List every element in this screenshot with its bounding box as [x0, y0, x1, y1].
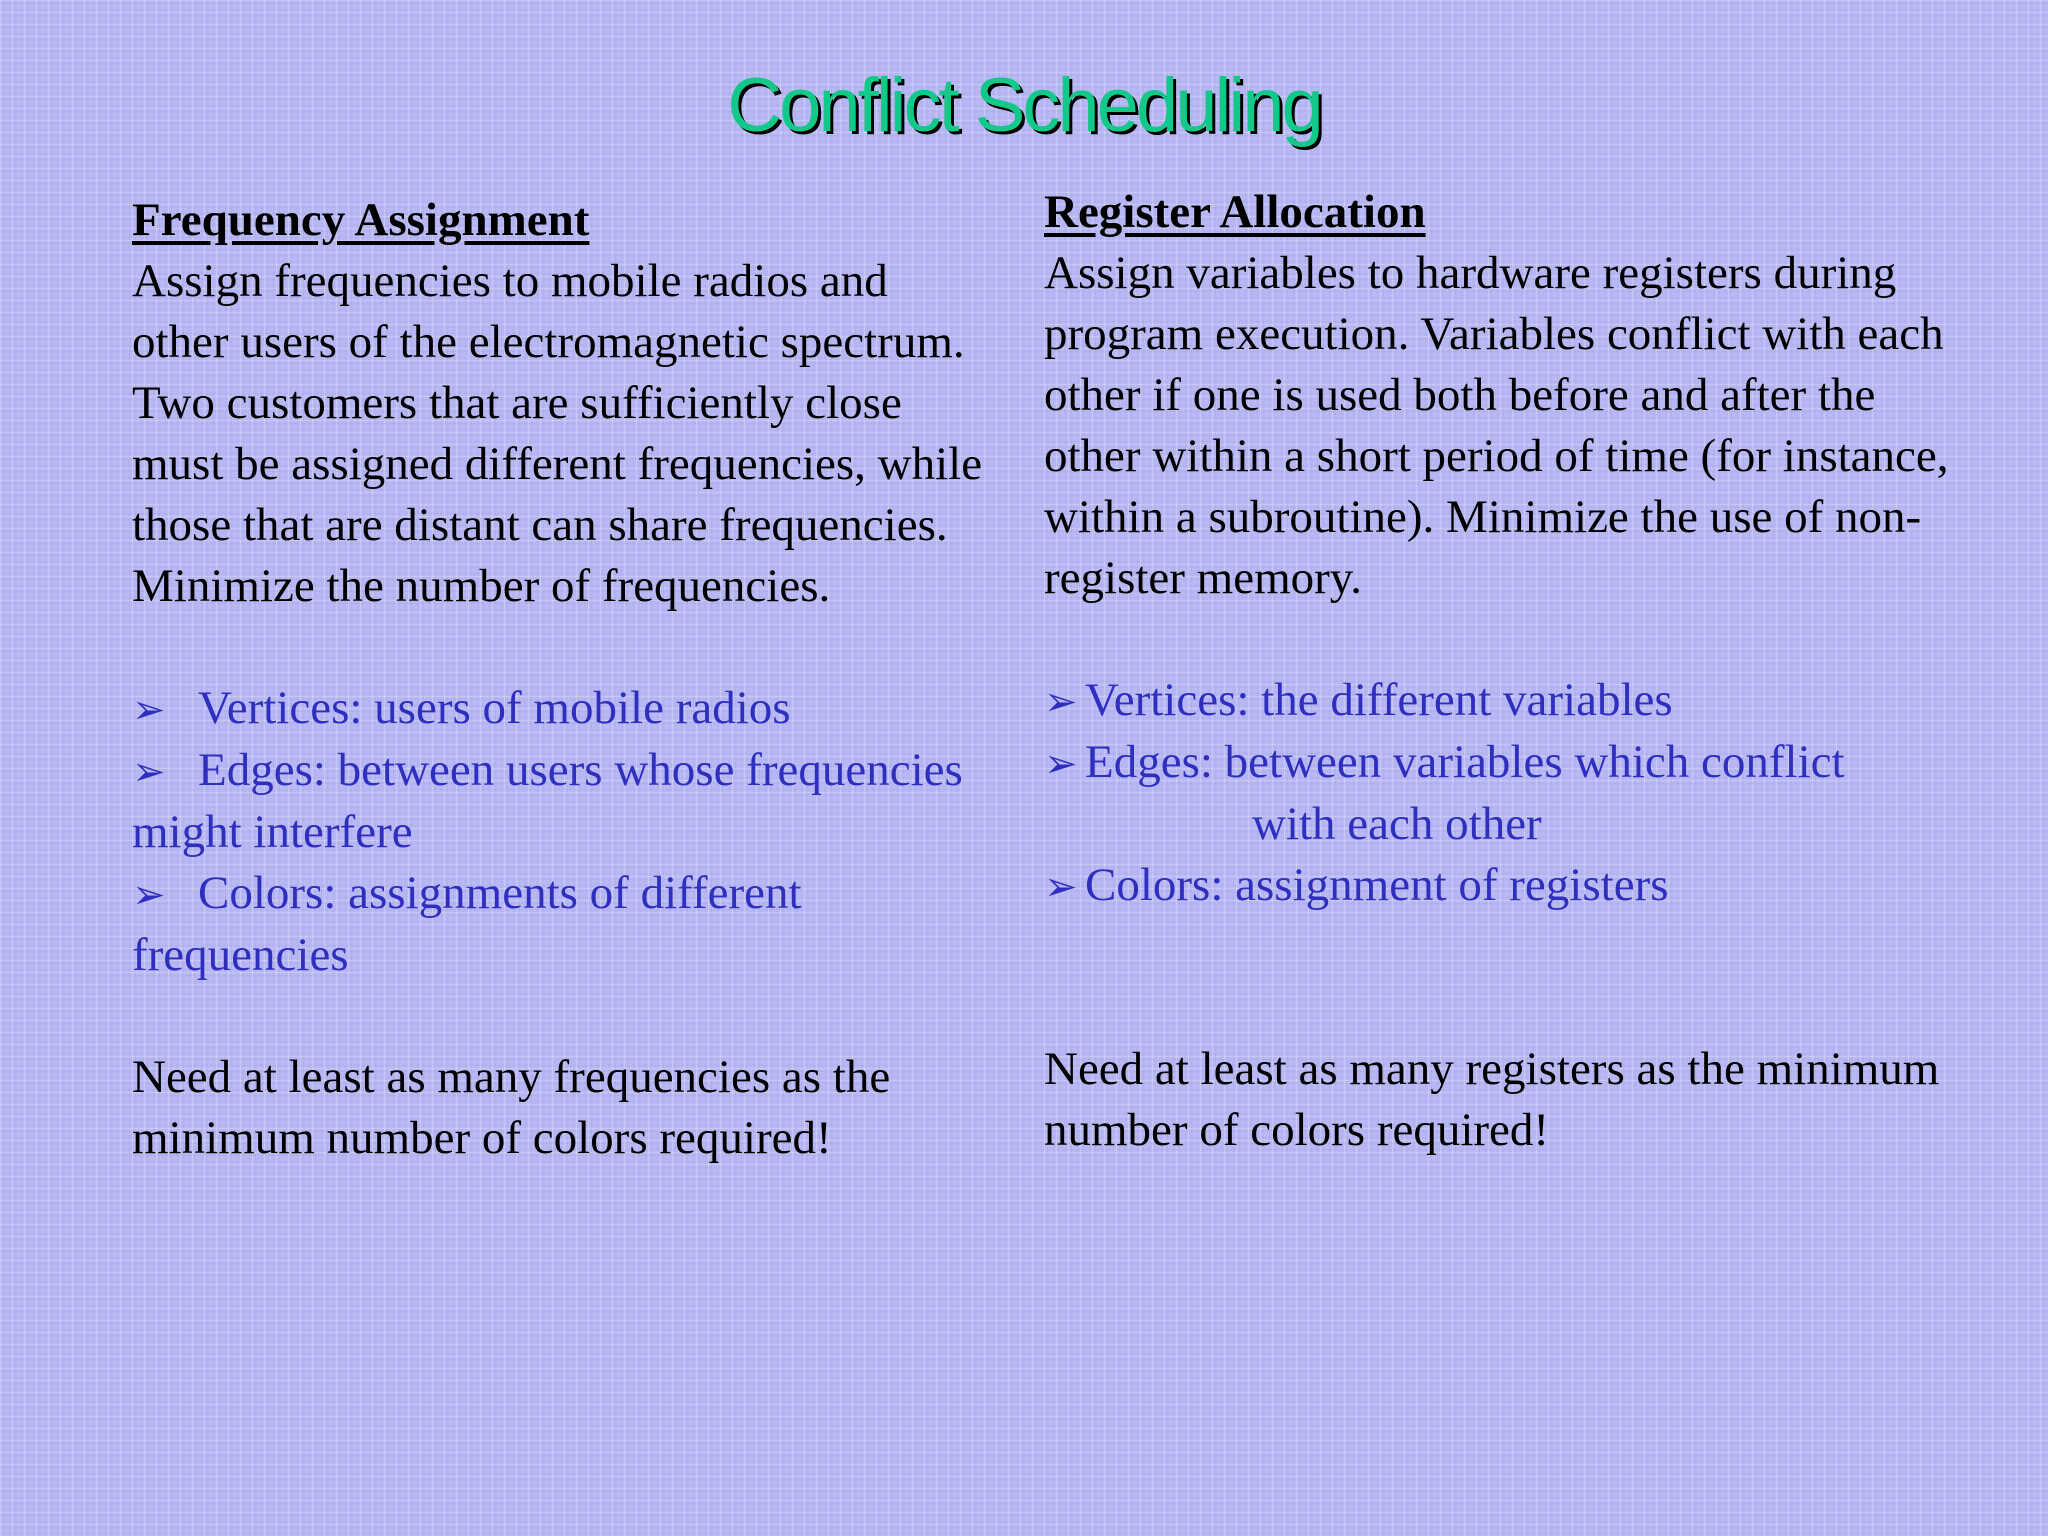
- frequency-assignment-heading: Frequency Assignment: [132, 194, 590, 246]
- bullet-text: Colors: assignment of registers: [1085, 859, 1669, 911]
- frequency-assignment-column: [132, 190, 992, 1169]
- bullet-item: [1044, 732, 1964, 855]
- bullet-item: [1044, 670, 1964, 732]
- frequency-assignment-bullets: [132, 678, 992, 986]
- bullet-text: Colors: assignments of different frequencies: [132, 867, 802, 981]
- arrow-bullet-icon: ➢: [132, 872, 166, 917]
- bullet-item: [132, 863, 992, 986]
- slide-title: Conflict Scheduling: [727, 63, 1321, 148]
- bullet-item: [1044, 855, 1964, 917]
- bullet-item: [132, 740, 992, 863]
- register-allocation-conclusion: Need at least as many registers as the minimum number of colors required!: [1044, 1043, 1940, 1156]
- register-allocation-description: Assign variables to hardware registers during program execution. Variables conflict with each other if one is used both before and after the other within a short period of time (for instance, within a subroutine). Minimize the use of non-register memory.: [1044, 247, 1949, 604]
- bullet-item: [132, 678, 992, 740]
- arrow-bullet-icon: ➢: [132, 749, 166, 794]
- register-allocation-column: [1044, 182, 1964, 1161]
- frequency-assignment-description: Assign frequencies to mobile radios and other users of the electromagnetic spectrum. Two customers that are sufficiently close must be assigned different frequencies, while those that are distant can share frequencies. Minimize the number of frequencies.: [132, 255, 983, 612]
- bullet-text: Vertices: users of mobile radios: [198, 682, 791, 734]
- register-allocation-heading: Register Allocation: [1044, 186, 1426, 238]
- bullet-continuation: with each other: [1252, 798, 1542, 850]
- arrow-bullet-icon: ➢: [1044, 864, 1078, 909]
- arrow-bullet-icon: ➢: [1044, 741, 1078, 786]
- bullet-text: Edges: between users whose frequencies might interfere: [132, 744, 963, 858]
- bullet-text: Edges: between variables which conflict: [1085, 736, 1845, 788]
- arrow-bullet-icon: ➢: [1044, 679, 1078, 724]
- register-allocation-bullets: [1044, 670, 1964, 917]
- arrow-bullet-icon: ➢: [132, 687, 166, 732]
- bullet-text: Vertices: the different variables: [1085, 674, 1673, 726]
- frequency-assignment-conclusion: Need at least as many frequencies as the minimum number of colors required!: [132, 1051, 891, 1164]
